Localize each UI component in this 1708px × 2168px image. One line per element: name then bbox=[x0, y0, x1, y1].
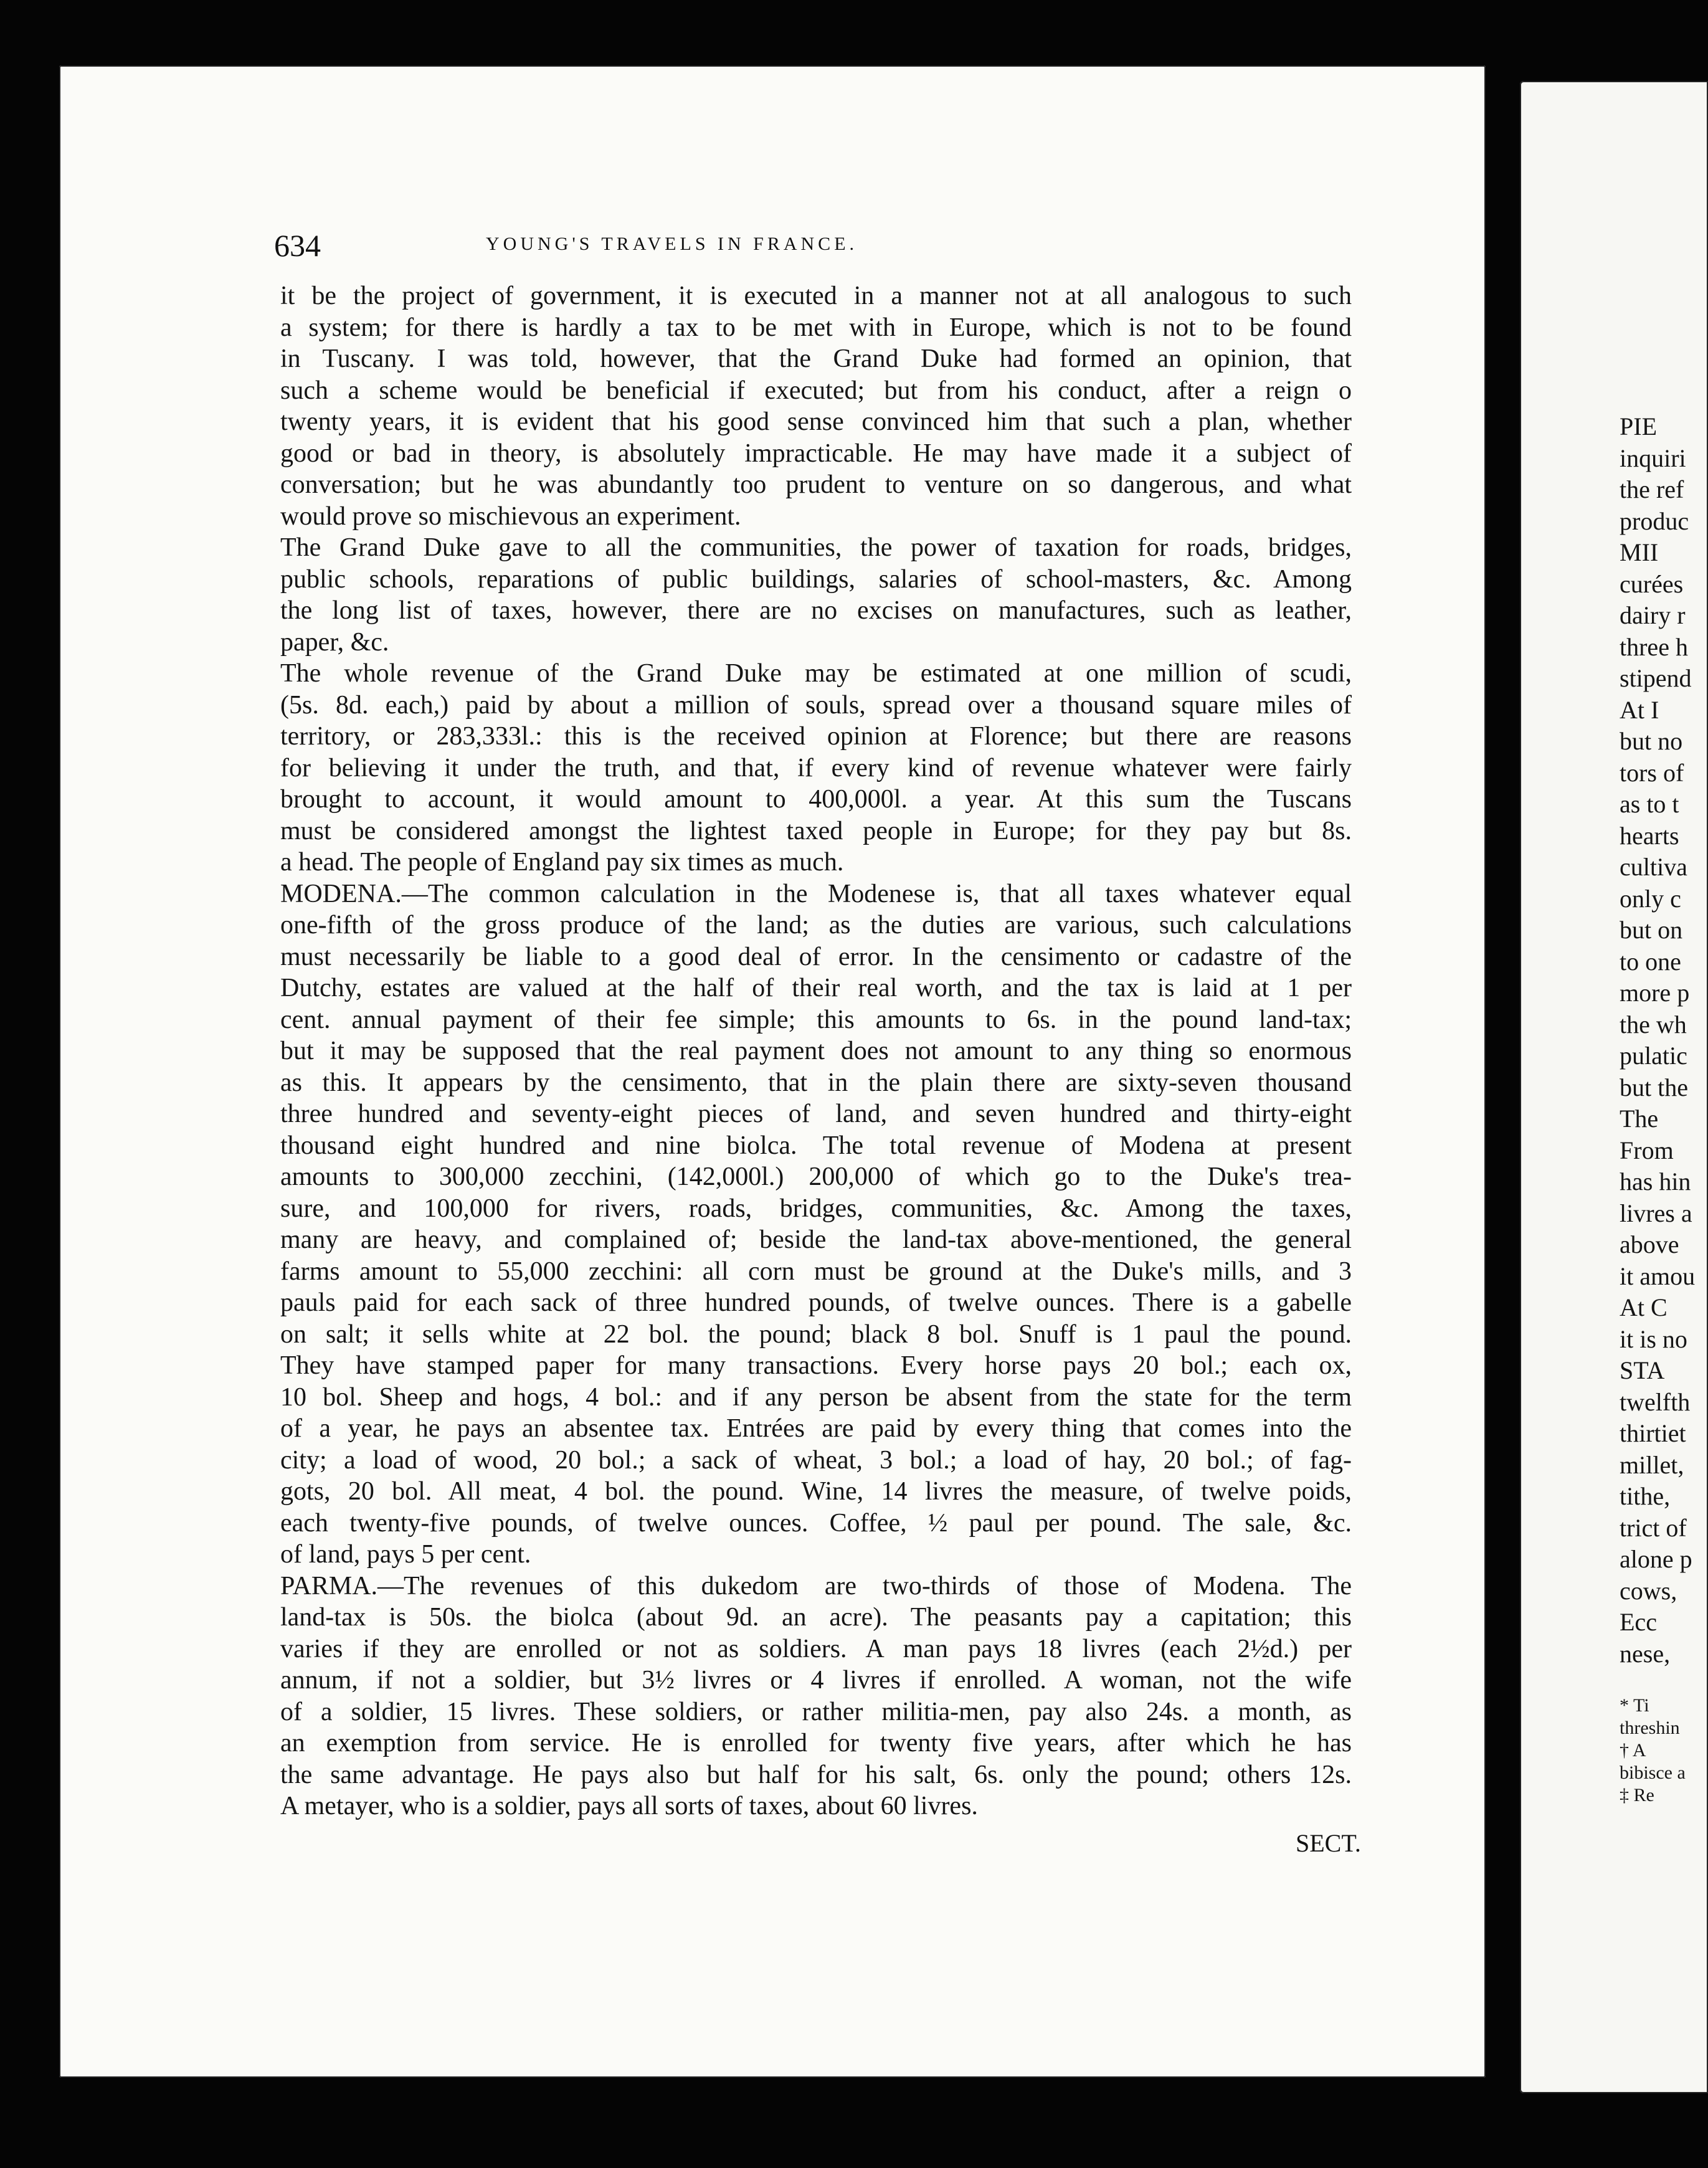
right-line: Ecc bbox=[1620, 1608, 1657, 1636]
text-line: amounts to 300,000 zecchini, (142,000l.) 200,000 of which go to the Duke's trea- bbox=[280, 1162, 1352, 1191]
text-line: A metayer, who is a soldier, pays all sorts of taxes, about 60 livres. bbox=[280, 1792, 978, 1820]
right-footnote-line: * Ti bbox=[1620, 1695, 1649, 1716]
text-line: paper, &c. bbox=[280, 627, 389, 657]
text-line: MODENA.—The common calculation in the Modenese is, that all taxes whatever equal bbox=[280, 879, 1352, 908]
text-line: farms amount to 55,000 zecchini: all corn must be ground at the Duke's mills, and 3 bbox=[280, 1257, 1352, 1286]
right-line: cows, bbox=[1620, 1576, 1677, 1605]
text-line: pauls paid for each sack of three hundred pounds, of twelve ounces. There is a gabelle bbox=[280, 1288, 1352, 1317]
text-line: in Tuscany. I was told, however, that the Grand Duke had formed an opinion, that bbox=[280, 345, 1352, 373]
text-line: (5s. 8d. each,) paid by about a million of souls, spread over a thousand square miles of bbox=[280, 690, 1352, 720]
text-line: for believing it under the truth, and that, if every kind of revenue whatever were fairly bbox=[280, 753, 1352, 782]
right-line: STA bbox=[1620, 1356, 1665, 1384]
text-line: varies if they are enrolled or not as soldiers. A man pays 18 livres (each 2½d.) per bbox=[280, 1634, 1352, 1663]
right-line: millet, bbox=[1620, 1450, 1684, 1479]
text-line: The whole revenue of the Grand Duke may be estimated at one million of scudi, bbox=[280, 659, 1352, 688]
right-line: At I bbox=[1620, 695, 1659, 724]
text-line: as this. It appears by the censimento, that in the plain there are sixty-seven thousand bbox=[280, 1068, 1352, 1097]
right-line: pulatic bbox=[1620, 1042, 1687, 1070]
right-line: three h bbox=[1620, 632, 1688, 661]
text-line: must be considered amongst the lightest taxed people in Europe; for they pay but 8s. bbox=[280, 816, 1352, 845]
right-line: the ref bbox=[1620, 475, 1684, 503]
text-line: an exemption from service. He is enrolled for twenty five years, after which he has bbox=[280, 1729, 1352, 1757]
text-line: cent. annual payment of their fee simple; this amounts to 6s. in the pound land-tax; bbox=[280, 1005, 1352, 1034]
right-line: only c bbox=[1620, 884, 1681, 913]
right-line: tithe, bbox=[1620, 1482, 1671, 1510]
right-line: tors of bbox=[1620, 758, 1684, 787]
catchword: SECT. bbox=[1296, 1829, 1361, 1857]
right-footnotes bbox=[1620, 1695, 1708, 1807]
text-line: They have stamped paper for many transactions. Every horse pays 20 bol.; each ox, bbox=[280, 1351, 1352, 1380]
page-number: 634 bbox=[274, 228, 321, 263]
right-line: has hin bbox=[1620, 1167, 1691, 1196]
text-line: territory, or 283,333l.: this is the received opinion at Florence; but there are reasons bbox=[280, 722, 1352, 751]
right-line: but the bbox=[1620, 1073, 1688, 1101]
right-line: it is no bbox=[1620, 1324, 1687, 1353]
right-line: above bbox=[1620, 1230, 1679, 1258]
page-header bbox=[212, 228, 1352, 263]
text-line: three hundred and seventy-eight pieces of land, and seven hundred and thirty-eight bbox=[280, 1100, 1352, 1128]
text-line: a head. The people of England pay six times as much. bbox=[280, 848, 844, 877]
text-line: city; a load of wood, 20 bol.; a sack of wheat, 3 bol.; a load of hay, 20 bol.; of fag- bbox=[280, 1445, 1352, 1475]
text-line: on salt; it sells white at 22 bol. the pound; black 8 bol. Snuff is 1 paul the pound. bbox=[280, 1319, 1352, 1349]
text-line: twenty years, it is evident that his good sense convinced him that such a plan, whether bbox=[280, 407, 1352, 436]
right-line: but no bbox=[1620, 727, 1683, 755]
right-footnote-line: ‡ Re bbox=[1620, 1785, 1654, 1805]
right-line: trict of bbox=[1620, 1513, 1687, 1542]
right-line: thirtiet bbox=[1620, 1419, 1686, 1447]
text-line: PARMA.—The revenues of this dukedom are two-thirds of those of Modena. The bbox=[280, 1571, 1352, 1600]
text-line: gots, 20 bol. All meat, 4 bol. the pound. Wine, 14 livres the measure, of twelve poids, bbox=[280, 1477, 1352, 1506]
right-footnote-line: bibisce a bbox=[1620, 1762, 1686, 1783]
right-line: nese, bbox=[1620, 1639, 1671, 1668]
right-footnote-line: threshin bbox=[1620, 1718, 1680, 1738]
text-line: would prove so mischievous an experiment. bbox=[280, 502, 741, 531]
right-line: MII bbox=[1620, 538, 1659, 566]
right-line: alone p bbox=[1620, 1545, 1692, 1573]
running-head: YOUNG'S TRAVELS IN FRANCE. bbox=[486, 234, 858, 254]
text-line: many are heavy, and complained of; beside the land-tax above-mentioned, the general bbox=[280, 1225, 1352, 1254]
text-line: such a scheme would be beneficial if executed; but from his conduct, after a reign o bbox=[280, 376, 1352, 405]
text-line: of a soldier, 15 livres. These soldiers, or rather militia-men, pay also 24s. a month, as bbox=[280, 1697, 1352, 1726]
right-line: stipend bbox=[1620, 664, 1692, 692]
right-line: hearts bbox=[1620, 821, 1679, 850]
right-line: From bbox=[1620, 1136, 1674, 1164]
right-line: more p bbox=[1620, 979, 1690, 1007]
text-line: one-fifth of the gross produce of the land; as the duties are various, such calculations bbox=[280, 911, 1352, 939]
text-line: 10 bol. Sheep and hogs, 4 bol.: and if any person be absent from the state for the term bbox=[280, 1382, 1352, 1412]
right-line: PIE bbox=[1620, 412, 1657, 440]
text-line: land-tax is 50s. the biolca (about 9d. an acre). The peasants pay a capitation; this bbox=[280, 1603, 1352, 1632]
text-line: the long list of taxes, however, there are no excises on manufactures, such as leather, bbox=[280, 596, 1352, 625]
right-line: as to t bbox=[1620, 790, 1679, 818]
right-line: twelfth bbox=[1620, 1387, 1691, 1416]
text-line: Dutchy, estates are valued at the half of their real worth, and the tax is laid at 1 per bbox=[280, 974, 1352, 1002]
text-line: good or bad in theory, is absolutely impracticable. He may have made it a subject of bbox=[280, 439, 1352, 468]
text-line: each twenty-five pounds, of twelve ounces. Coffee, ½ paul per pound. The sale, &c. bbox=[280, 1508, 1352, 1538]
text-line: sure, and 100,000 for rivers, roads, bridges, communities, &c. Among the taxes, bbox=[280, 1194, 1352, 1223]
text-line: a system; for there is hardly a tax to be met with in Europe, which is not to be found bbox=[280, 313, 1352, 342]
right-line: inquiri bbox=[1620, 444, 1686, 472]
text-line: it be the project of government, it is executed in a manner not at all analogous to such bbox=[280, 282, 1352, 310]
right-line: livres a bbox=[1620, 1199, 1692, 1227]
right-page-lines bbox=[1620, 411, 1708, 1670]
right-line: the wh bbox=[1620, 1010, 1687, 1039]
text-line: brought to account, it would amount to 400,000l. a year. At this sum the Tuscans bbox=[280, 785, 1352, 814]
text-line: thousand eight hundred and nine biolca. The total revenue of Modena at present bbox=[280, 1131, 1352, 1160]
right-line: At C bbox=[1620, 1293, 1668, 1321]
body-text bbox=[280, 280, 1352, 1822]
right-line: produc bbox=[1620, 506, 1689, 535]
right-footnote-line: † A bbox=[1620, 1740, 1646, 1761]
right-line: cultiva bbox=[1620, 853, 1687, 881]
text-line: the same advantage. He pays also but half for his salt, 6s. only the pound; others 12s. bbox=[280, 1760, 1352, 1789]
right-line: it amou bbox=[1620, 1262, 1696, 1290]
text-line: but it may be supposed that the real payment does not amount to any thing so enormous bbox=[280, 1037, 1352, 1065]
text-line: annum, if not a soldier, but 3½ livres or 4 livres if enrolled. A woman, not the wife bbox=[280, 1666, 1352, 1695]
text-line: conversation; but he was abundantly too prudent to venture on so dangerous, and what bbox=[280, 470, 1352, 499]
right-line: to one bbox=[1620, 947, 1681, 976]
text-line: must necessarily be liable to a good deal of error. In the censimento or cadastre of the bbox=[280, 942, 1352, 971]
text-line: of a year, he pays an absentee tax. Entrées are paid by every thing that comes into the bbox=[280, 1414, 1352, 1443]
text-line: public schools, reparations of public buildings, salaries of school-masters, &c. Among bbox=[280, 564, 1352, 594]
right-line: The bbox=[1620, 1105, 1659, 1133]
text-line: of land, pays 5 per cent. bbox=[280, 1540, 531, 1569]
right-line: dairy r bbox=[1620, 601, 1686, 629]
right-line: but on bbox=[1620, 916, 1683, 944]
text-line: The Grand Duke gave to all the communities, the power of taxation for roads, bridges, bbox=[280, 533, 1352, 562]
right-line: curées bbox=[1620, 569, 1684, 598]
